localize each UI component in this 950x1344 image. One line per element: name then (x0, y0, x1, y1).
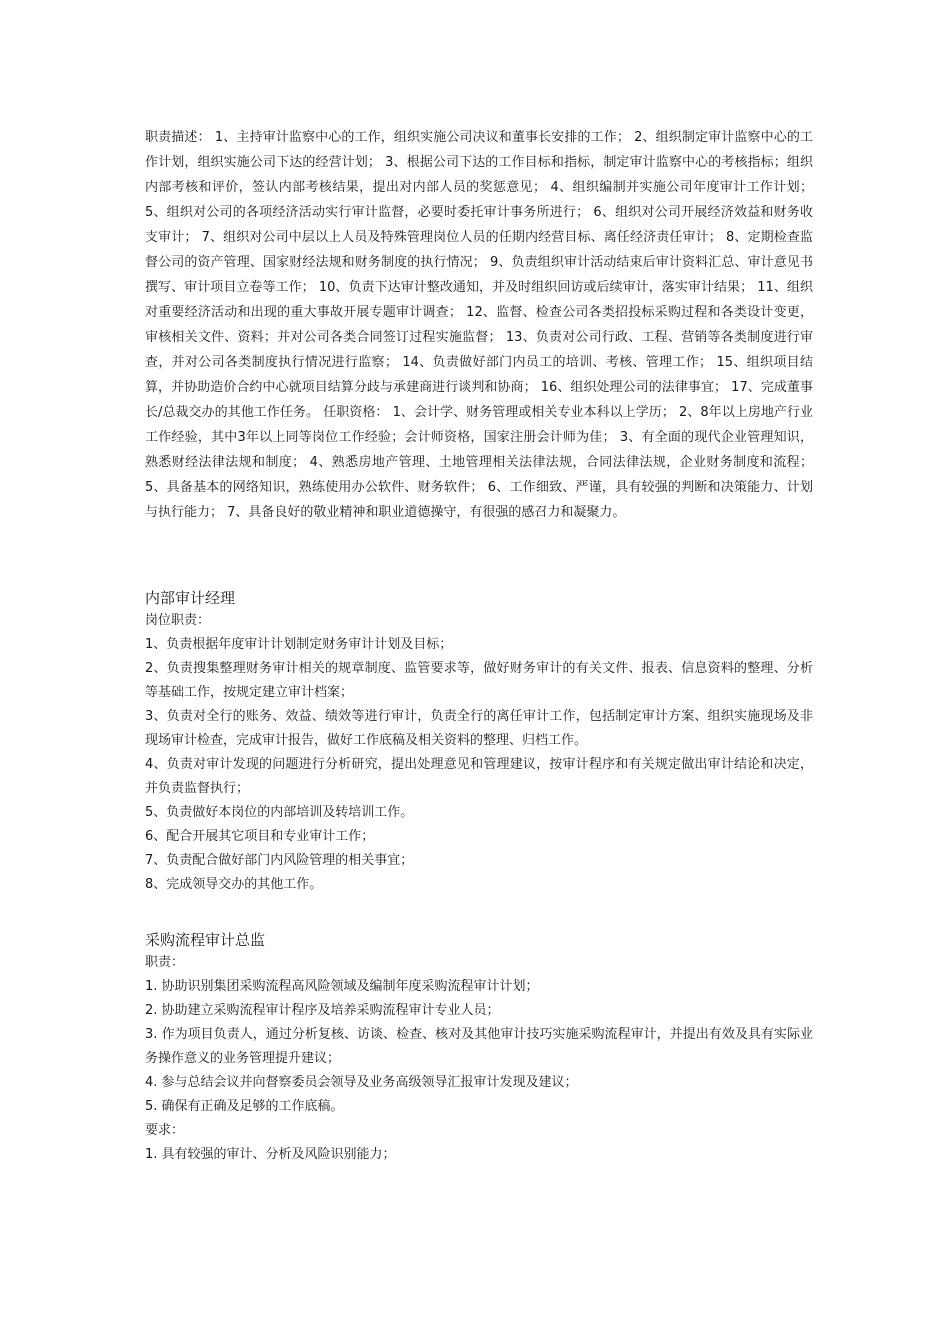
section-subtitle: 要求： (145, 1123, 185, 1138)
list-item: 8、完成领导交办的其他工作。 (145, 877, 323, 892)
list-item: 4. 参与总结会议并向督察委员会领导及业务高级领导汇报审计发现及建议； (145, 1075, 578, 1090)
list-item: 5. 确保有正确及足够的工作底稿。 (145, 1099, 344, 1114)
list-item: 2、负责搜集整理财务审计相关的规章制度、监管要求等，做好财务审计的有关文件、报表、信息资料的整理、分析等基础工作，按规定建立审计档案； (145, 661, 813, 700)
section-subtitle: 职责： (145, 955, 185, 970)
spacer (145, 897, 813, 921)
list-item: 2. 协助建立采购流程审计程序及培养采购流程审计专业人员； (145, 1003, 500, 1018)
list-item: 6、配合开展其它项目和专业审计工作； (145, 829, 375, 844)
section-title: 内部审计经理 (145, 589, 236, 607)
list-item: 4、负责对审计发现的问题进行分析研究，提出处理意见和管理建议，按审计程序和有关规定做出审计结论和决定，并负责监督执行； (145, 757, 813, 796)
section-subtitle: 岗位职责： (145, 613, 211, 628)
list-item: 7、负责配合做好部门内风险管理的相关事宜； (145, 853, 414, 868)
list-item: 3. 作为项目负责人，通过分析复核、访谈、检查、核对及其他审计技巧实施采购流程审计，并提出有效及具有实际业务操作意义的业务管理提升建议； (145, 1027, 813, 1066)
list-item: 1、负责根据年度审计计划制定财务审计计划及目标； (145, 637, 453, 652)
spacer (145, 525, 813, 579)
document-page (145, 125, 813, 1167)
section-procurement-audit-director (145, 929, 813, 1167)
section-title: 采购流程审计总监 (145, 931, 266, 949)
section-internal-audit-manager (145, 587, 813, 897)
list-item: 1. 具有较强的审计、分析及风险识别能力； (145, 1147, 396, 1162)
list-item: 3、负责对全行的账务、效益、绩效等进行审计，负责全行的离任审计工作，包括制定审计方案、组织实施现场及非现场审计检查，完成审计报告，做好工作底稿及相关资料的整理、归档工作。 (145, 709, 813, 748)
list-item: 5、负责做好本岗位的内部培训及转培训工作。 (145, 805, 414, 820)
list-item: 1. 协助识别集团采购流程高风险领域及编制年度采购流程审计计划； (145, 979, 539, 994)
intro-paragraph: 职责描述： 1、主持审计监察中心的工作，组织实施公司决议和董事长安排的工作； 2、组织制定审计监察中心的工作计划，组织实施公司下达的经营计划； 3、根据公司下达的工作目标和指标，制定审计监察中心的考核指标；组织内部考核和评价，签认内部考核结果，提出对内部人员的奖惩意见； 4、组织编制并实施公司年度审计工作计划； 5、组织对公司的各项经济活动实行审计监督，必要时委托审计事务所进行； 6、组织对公司开展经济效益和财务收支审计； 7、组织对公司中层以上人员及特殊管理岗位人员的任期内经营目标、离任经济责任审计； 8、定期检查监督公司的资产管理、国家财经法规和财务制度的执行情况； 9、负责组织审计活动结束后审计资料汇总、审计意见书撰写、审计项目立卷等工作； 10、负责下达审计整改通知，并及时组织回访或后续审计，落实审计结果； 11、组织对重要经济活动和出现的重大事故开展专题审计调查； 12、监督、检查公司各类招投标采购过程和各类设计变更，审核相关文件、资料；并对公司各类合同签订过程实施监督； 13、负责对公司行政、工程、营销等各类制度进行审查，并对公司各类制度执行情况进行监察； 14、负责做好部门内员工的培训、考核、管理工作； 15、组织项目结算，并协助造价合约中心就项目结算分歧与承建商进行谈判和协商； 16、组织处理公司的法律事宜； 17、完成董事长/总裁交办的其他工作任务。 任职资格： 1、会计学、财务管理或相关专业本科以上学历； 2、8年以上房地产行业工作经验，其中3年以上同等岗位工作经验；会计师资格，国家注册会计师为佳； 3、有全面的现代企业管理知识，熟悉财经法律法规和制度； 4、熟悉房地产管理、土地管理相关法律法规，合同法律法规，企业财务制度和流程； 5、具备基本的网络知识，熟练使用办公软件、财务软件； 6、工作细致、严谨，具有较强的判断和决策能力、计划与执行能力； 7、具备良好的敬业精神和职业道德操守，有很强的感召力和凝聚力。 (145, 130, 813, 520)
